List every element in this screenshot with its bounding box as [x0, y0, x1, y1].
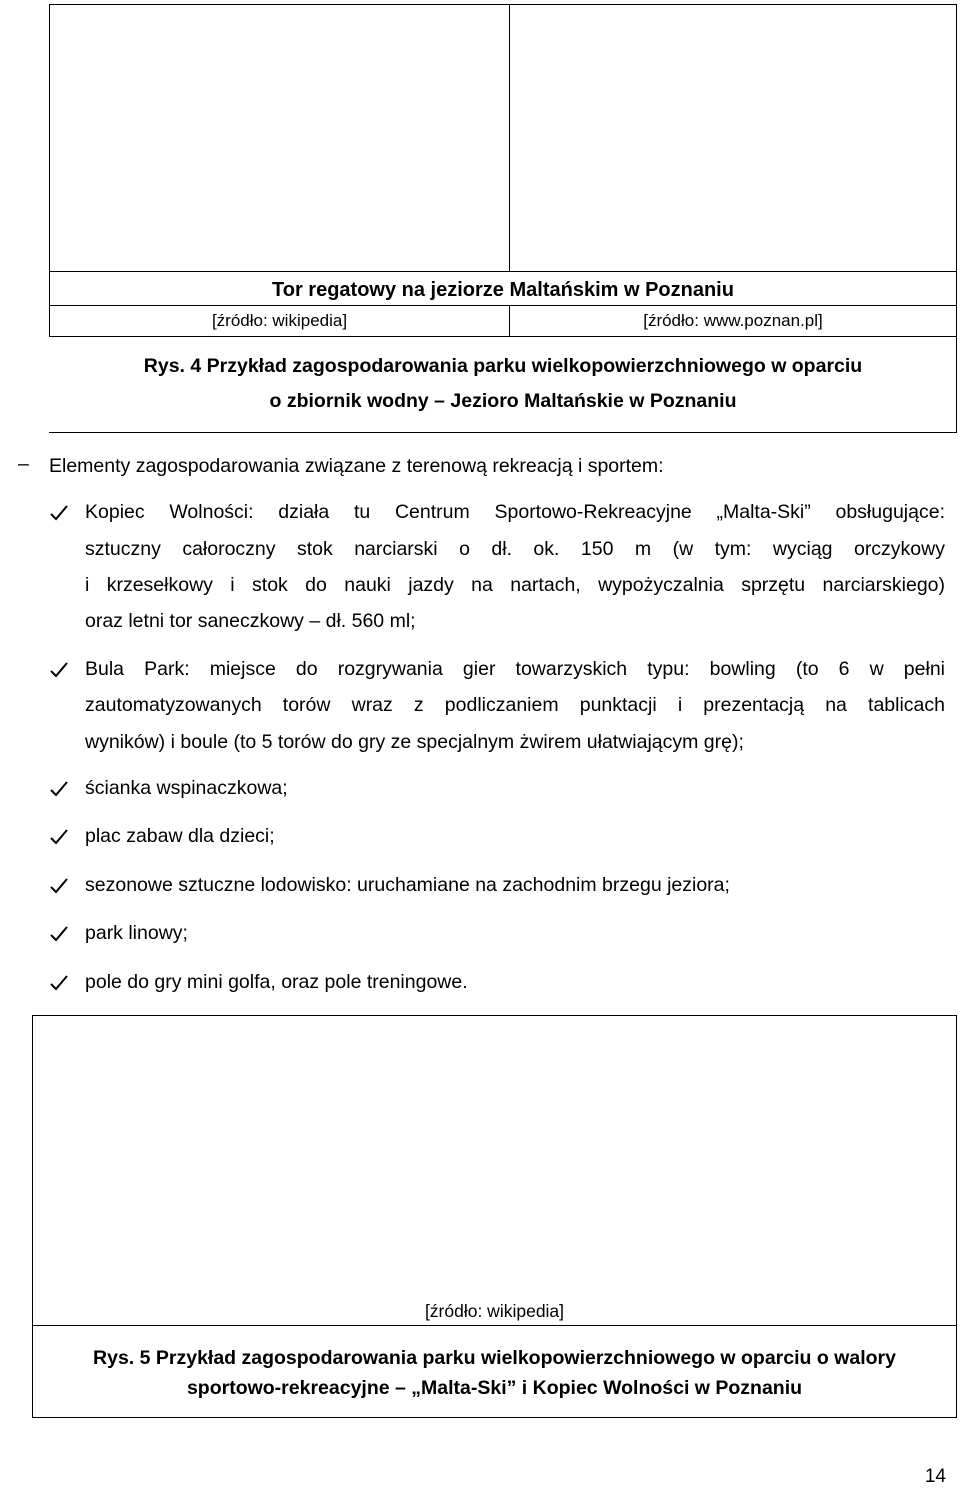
bullet2-line2: zautomatyzowanych torów wraz z podliczaniem punktacji i prezentacją na tablicach	[85, 694, 945, 716]
page-number: 14	[924, 1466, 946, 1487]
checkmark-icon	[49, 827, 69, 847]
bullet4-text: plac zabaw dla dzieci;	[85, 825, 275, 847]
figure1-source-left: [źródło: wikipedia]	[211, 311, 348, 330]
bullet1-line2: sztuczny całoroczny stok narciarski o dł. ok. 150 m (w tym: wyciąg orczykowy	[85, 538, 945, 560]
bullet3-text: ścianka wspinaczkowa;	[85, 777, 288, 799]
figure1-source-right: [źródło: www.poznan.pl]	[643, 311, 823, 330]
figure2-caption-line1: Rys. 5 Przykład zagospodarowania parku wielkopowierzchniowego w oparciu o walory	[93, 1347, 896, 1369]
bullet1-line1: Kopiec Wolności: działa tu Centrum Sportowo-Rekreacyjne „Malta-Ski” obsługujące:	[85, 501, 945, 523]
bullet6-text: park linowy;	[85, 922, 188, 944]
photo-placeholder-right	[510, 5, 956, 271]
figure2-caption-line2: sportowo-rekreacyjne – „Malta-Ski” i Kopiec Wolności w Poznaniu	[186, 1377, 803, 1399]
bullet2-line1: Bula Park: miejsce do rozgrywania gier towarzyskich typu: bowling (to 6 w pełni	[85, 658, 945, 680]
figure1-caption-line2: o zbiornik wodny – Jezioro Maltańskie w Poznaniu	[269, 390, 737, 412]
checkmark-icon	[49, 503, 69, 523]
photo-placeholder-bottom	[33, 1016, 956, 1296]
figure1-title: Tor regatowy na jeziorze Maltańskim w Poznaniu	[272, 279, 734, 301]
bullet5-text: sezonowe sztuczne lodowisko: uruchamiane na zachodnim brzegu jeziora;	[85, 874, 730, 896]
section-heading-text: Elementy zagospodarowania związane z terenową rekreacją i sportem:	[49, 455, 664, 477]
bullet7-text: pole do gry mini golfa, oraz pole treningowe.	[85, 971, 468, 993]
bullet1-line4: oraz letni tor saneczkowy – dł. 560 ml;	[85, 610, 416, 632]
checkmark-icon	[49, 924, 69, 944]
photo-placeholder-left	[50, 5, 509, 271]
figure1-caption-line1: Rys. 4 Przykład zagospodarowania parku wielkopowierzchniowego w oparciu	[143, 355, 863, 377]
checkmark-icon	[49, 973, 69, 993]
dash-bullet: –	[18, 453, 29, 475]
bullet1-line3: i krzesełkowy i stok do nauki jazdy na nartach, wypożyczalnia sprzętu narciarskiego)	[85, 574, 945, 596]
figure2-source: [źródło: wikipedia]	[424, 1301, 565, 1321]
checkmark-icon	[49, 779, 69, 799]
checkmark-icon	[49, 876, 69, 896]
bullet2-line3: wyników) i boule (to 5 torów do gry ze specjalnym żwirem ułatwiającym grę);	[85, 731, 744, 753]
checkmark-icon	[49, 660, 69, 680]
